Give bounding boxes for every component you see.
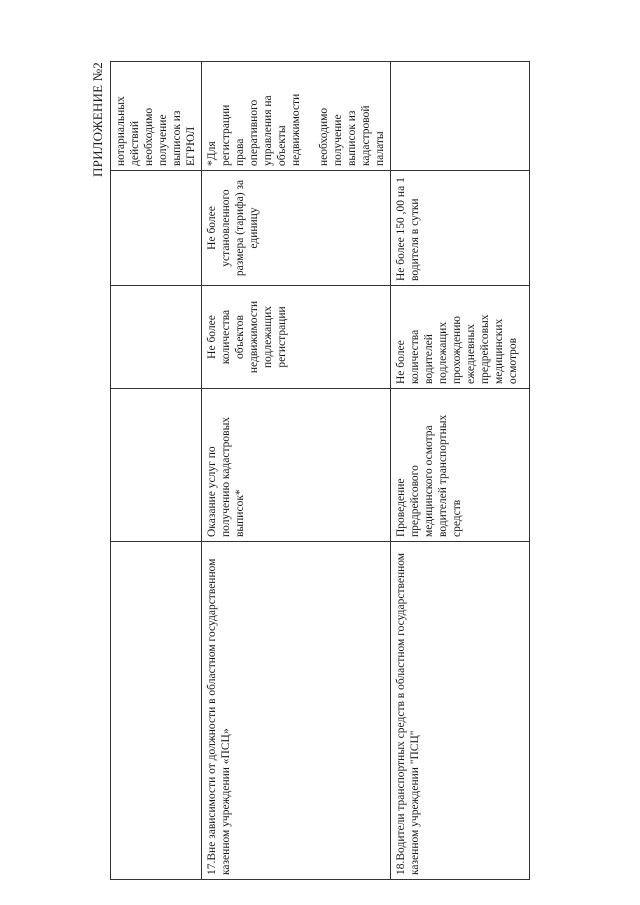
- cell-employee-category: 18.Водители транспортных средств в областном государственном казенном учреждении "ПСЦ": [391, 542, 530, 880]
- cell-note: *Для регистрации права оперативного управления на объекты недвижимости необходимо получение выписок из кадастровой палаты: [202, 62, 391, 171]
- rotated-page: [90, 62, 550, 880]
- cell-price: Не более установленного размера (тарифа) за единицу: [202, 171, 391, 286]
- table-row-continued: [111, 62, 202, 880]
- cell-service: Оказание услуг по получению кадастровых выписок*: [202, 389, 391, 542]
- cell-employee-category: [111, 542, 202, 880]
- cell-employee-category: 17.Вне зависимости от должности в областном государственном казенном учреждении «ПСЦ»: [202, 542, 391, 880]
- appendix-title: ПРИЛОЖЕНИЕ №2: [90, 62, 105, 177]
- cell-note: нотариальных действий необходимо получение выписок из ЕГРЮЛ: [111, 62, 202, 171]
- cell-price: Не более 150 ,00 на 1 водителя в сутки: [391, 171, 530, 286]
- cell-service: [111, 389, 202, 542]
- cell-quantity: Не более количества объектов недвижимости подлежащих регистрации: [202, 286, 391, 389]
- cell-service: Проведение предрейсового медицинского осмотра водителей транспортных средств: [391, 389, 530, 542]
- table-row-17: [202, 62, 391, 880]
- cell-note: [391, 62, 530, 171]
- table-row-18: [391, 62, 530, 880]
- cell-quantity: Не более количества водителей подлежащих прохождению ежедневных предрейсовых медицинских осмотров: [391, 286, 530, 389]
- expense-norms-table: [110, 61, 530, 880]
- cell-price: [111, 171, 202, 286]
- cell-quantity: [111, 286, 202, 389]
